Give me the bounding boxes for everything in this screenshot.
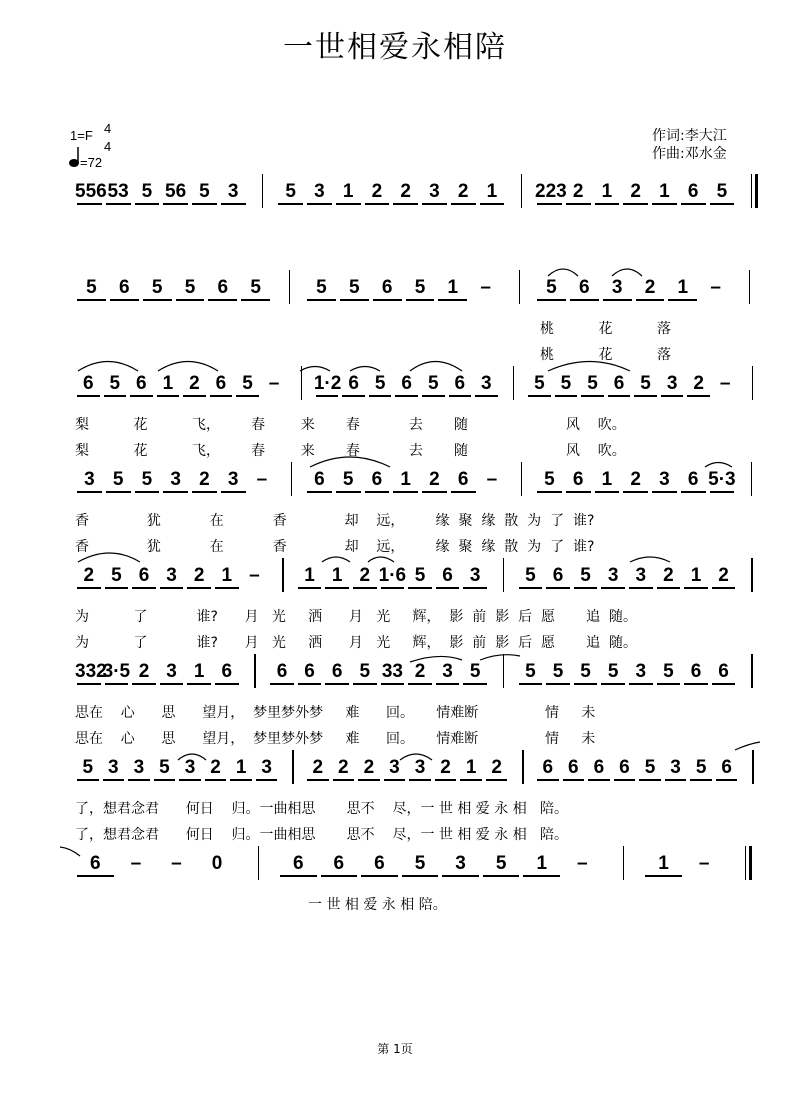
- note: 1: [235, 757, 247, 778]
- note: 5: [414, 277, 426, 298]
- note: 5: [427, 373, 439, 394]
- note: 6: [82, 373, 94, 394]
- song-title: 一世相爱永相陪: [283, 30, 507, 65]
- note: 6: [687, 181, 699, 202]
- note: 3: [227, 181, 239, 202]
- note: –: [698, 853, 710, 874]
- note: 6: [381, 277, 393, 298]
- note: 2: [400, 181, 411, 202]
- note: 556: [75, 181, 107, 202]
- note: 1: [659, 181, 670, 202]
- note: 5: [316, 277, 327, 298]
- note: 1: [162, 373, 174, 394]
- note: 2: [371, 181, 383, 202]
- note: –: [130, 853, 142, 874]
- note: 3: [611, 277, 623, 298]
- note: 6: [215, 373, 227, 394]
- note: 6: [348, 373, 359, 394]
- note: –: [256, 469, 268, 490]
- note: 5: [560, 373, 572, 394]
- note: 3·5: [102, 661, 131, 682]
- lyricist-credit: 作词:李大江: [652, 128, 727, 144]
- note: –: [171, 853, 182, 874]
- time-signature-top: 4: [104, 121, 112, 136]
- note: 3: [481, 373, 492, 394]
- note: 1·6: [378, 565, 407, 586]
- note: 1: [221, 565, 233, 586]
- note: 5: [112, 469, 124, 490]
- note: 6: [90, 853, 101, 874]
- note: 6: [687, 469, 699, 490]
- lyric-line: 香 犹 在 香 却 远， 缘 聚 缘 散 为 了 谁?: [75, 513, 595, 529]
- note: 5: [607, 661, 619, 682]
- note: –: [719, 373, 731, 394]
- note: 5: [534, 373, 545, 394]
- note: –: [710, 277, 721, 298]
- note: 5: [342, 469, 354, 490]
- note: 5: [716, 181, 728, 202]
- note: 5: [580, 565, 591, 586]
- note: 2: [199, 469, 210, 490]
- note: 6: [572, 469, 584, 490]
- note: 6: [542, 757, 554, 778]
- note: 1·2: [313, 373, 342, 394]
- key-signature: 1=F: [70, 128, 93, 143]
- note: 5: [250, 277, 261, 298]
- note: 6: [578, 277, 590, 298]
- lyric-line: 桃 花 落: [540, 347, 672, 363]
- note: 6: [401, 373, 412, 394]
- note: 3: [389, 757, 400, 778]
- note: 3: [261, 757, 272, 778]
- note: 5: [199, 181, 210, 202]
- note: 3: [659, 469, 670, 490]
- note: 2: [414, 661, 426, 682]
- note: 5: [580, 661, 591, 682]
- note: 0: [211, 853, 223, 874]
- note: 2: [572, 181, 584, 202]
- note: 1: [304, 565, 315, 586]
- note: 2: [718, 565, 729, 586]
- note: 2: [440, 757, 451, 778]
- note: 3: [108, 757, 119, 778]
- note: 5: [348, 277, 360, 298]
- note: 5: [552, 661, 564, 682]
- note: –: [480, 277, 491, 298]
- note: 5: [141, 469, 153, 490]
- note: 2: [429, 469, 440, 490]
- lyric-line: 一 世 相 爱 永 相 陪。: [308, 897, 447, 913]
- note: 3: [666, 373, 678, 394]
- note: 6: [721, 757, 732, 778]
- lyric-line: 为 了 谁? 月 光 洒 月 光 辉， 影 前 影 后 愿 追 随。: [75, 609, 638, 625]
- note: 5: [525, 565, 536, 586]
- note: 332: [75, 661, 107, 682]
- note: 2: [338, 757, 349, 778]
- note: 6: [138, 565, 150, 586]
- note: 5: [640, 373, 651, 394]
- note: 2: [644, 277, 656, 298]
- note: 1: [465, 757, 477, 778]
- note: 6: [217, 277, 229, 298]
- note: 3: [166, 661, 177, 682]
- note: 1: [658, 853, 669, 874]
- note: 5: [111, 565, 122, 586]
- note: 6: [454, 373, 466, 394]
- note: 1: [400, 469, 411, 490]
- note: 2: [312, 757, 324, 778]
- note: 5: [159, 757, 170, 778]
- note: 3: [133, 757, 145, 778]
- note: 5: [109, 373, 121, 394]
- note: –: [268, 373, 280, 394]
- note: 5: [285, 181, 296, 202]
- lyric-line: 思在 心 思 望月， 梦里梦外梦 难 回。 情难断 情 未: [75, 705, 596, 721]
- note: 5: [663, 661, 674, 682]
- note: 6: [221, 661, 233, 682]
- note: 6: [613, 373, 625, 394]
- note: 5: [695, 757, 707, 778]
- note: 2: [193, 565, 205, 586]
- note: 6: [593, 757, 605, 778]
- note: 1: [193, 661, 205, 682]
- note: 3: [670, 757, 681, 778]
- lyric-line: 梨 花 飞， 春 来 春 去 随 风 吹。: [75, 443, 626, 459]
- note: 223: [535, 181, 567, 202]
- note: 5: [184, 277, 196, 298]
- note: 5: [525, 661, 536, 682]
- note: 3: [442, 661, 453, 682]
- note: 3: [314, 181, 325, 202]
- note: 6: [371, 469, 383, 490]
- note: 5: [151, 277, 163, 298]
- note: 6: [314, 469, 325, 490]
- note: 6: [568, 757, 579, 778]
- note: 1: [486, 181, 498, 202]
- note: 3: [455, 853, 466, 874]
- note: 5: [414, 565, 426, 586]
- note: 1: [536, 853, 548, 874]
- note: 6: [374, 853, 385, 874]
- composer-credit: 作曲:邓水金: [652, 146, 727, 162]
- note: 6: [457, 469, 469, 490]
- note: 2: [693, 373, 704, 394]
- note: 6: [690, 661, 702, 682]
- lyric-line: 桃 花 落: [540, 321, 672, 337]
- note: 2: [457, 181, 469, 202]
- note: 5: [544, 469, 555, 490]
- time-signature-bottom: 4: [104, 139, 112, 154]
- note: –: [249, 565, 260, 586]
- note: 1: [601, 181, 613, 202]
- note: 5: [374, 373, 386, 394]
- note: 3: [635, 565, 647, 586]
- note: 6: [619, 757, 630, 778]
- note: –: [486, 469, 498, 490]
- note: 56: [165, 181, 187, 202]
- tempo-marking: =72: [80, 155, 103, 170]
- note: 5: [242, 373, 253, 394]
- note: 2: [491, 757, 502, 778]
- note: 2: [189, 373, 200, 394]
- note: 1: [447, 277, 459, 298]
- note: 3: [429, 181, 440, 202]
- note: 6: [552, 565, 564, 586]
- note: 3: [184, 757, 196, 778]
- note: –: [577, 853, 588, 874]
- note: 5: [495, 853, 507, 874]
- note: 3: [414, 757, 426, 778]
- lyric-line: 了，想君念君 何日 归。一曲相思 思不 尽，一 世 相 爱 永 相 陪。: [75, 801, 569, 817]
- note: 3: [469, 565, 481, 586]
- note: 6: [442, 565, 453, 586]
- note: 3: [635, 661, 647, 682]
- note: 33: [381, 661, 403, 682]
- note: 2: [210, 757, 221, 778]
- note: 1: [342, 181, 354, 202]
- note: 6: [136, 373, 147, 394]
- note: 5: [82, 757, 94, 778]
- note: 1: [331, 565, 343, 586]
- note: 1: [601, 469, 613, 490]
- note: 5: [86, 277, 97, 298]
- note: 3: [84, 469, 95, 490]
- lyric-line: 为 了 谁? 月 光 洒 月 光 辉， 影 前 影 后 愿 追 随。: [75, 635, 638, 651]
- note: 3: [166, 565, 177, 586]
- note: 5·3: [708, 469, 736, 490]
- note: 2: [663, 565, 674, 586]
- note: 2: [83, 565, 95, 586]
- note: 3: [607, 565, 619, 586]
- note: 5: [587, 373, 598, 394]
- note: 2: [359, 565, 371, 586]
- note: 5: [469, 661, 481, 682]
- note: 1: [690, 565, 702, 586]
- note: 6: [292, 853, 304, 874]
- note: 53: [107, 181, 129, 202]
- note: 6: [276, 661, 288, 682]
- note: 5: [359, 661, 371, 682]
- lyric-line: 思在 心 思 望月， 梦里梦外梦 难 回。 情难断 情 未: [75, 731, 596, 747]
- lyric-line: 梨 花 飞， 春 来 春 去 随 风 吹。: [75, 417, 626, 433]
- lyric-line: 了，想君念君 何日 归。一曲相思 思不 尽，一 世 相 爱 永 相 陪。: [75, 827, 569, 843]
- note: 6: [118, 277, 130, 298]
- lyric-line: 香 犹 在 香 却 远， 缘 聚 缘 散 为 了 谁?: [75, 539, 595, 555]
- note: 2: [630, 469, 641, 490]
- note: 1: [677, 277, 689, 298]
- note: 6: [331, 661, 343, 682]
- page-number: 第 1页: [377, 1042, 413, 1056]
- note: 5: [546, 277, 557, 298]
- note: 5: [414, 853, 426, 874]
- note: 3: [227, 469, 239, 490]
- note: 2: [138, 661, 150, 682]
- note: 6: [304, 661, 315, 682]
- note: 6: [333, 853, 345, 874]
- note: 2: [630, 181, 641, 202]
- note: 3: [170, 469, 181, 490]
- note: 5: [644, 757, 656, 778]
- note: 5: [141, 181, 153, 202]
- note: 6: [718, 661, 729, 682]
- note: 2: [363, 757, 375, 778]
